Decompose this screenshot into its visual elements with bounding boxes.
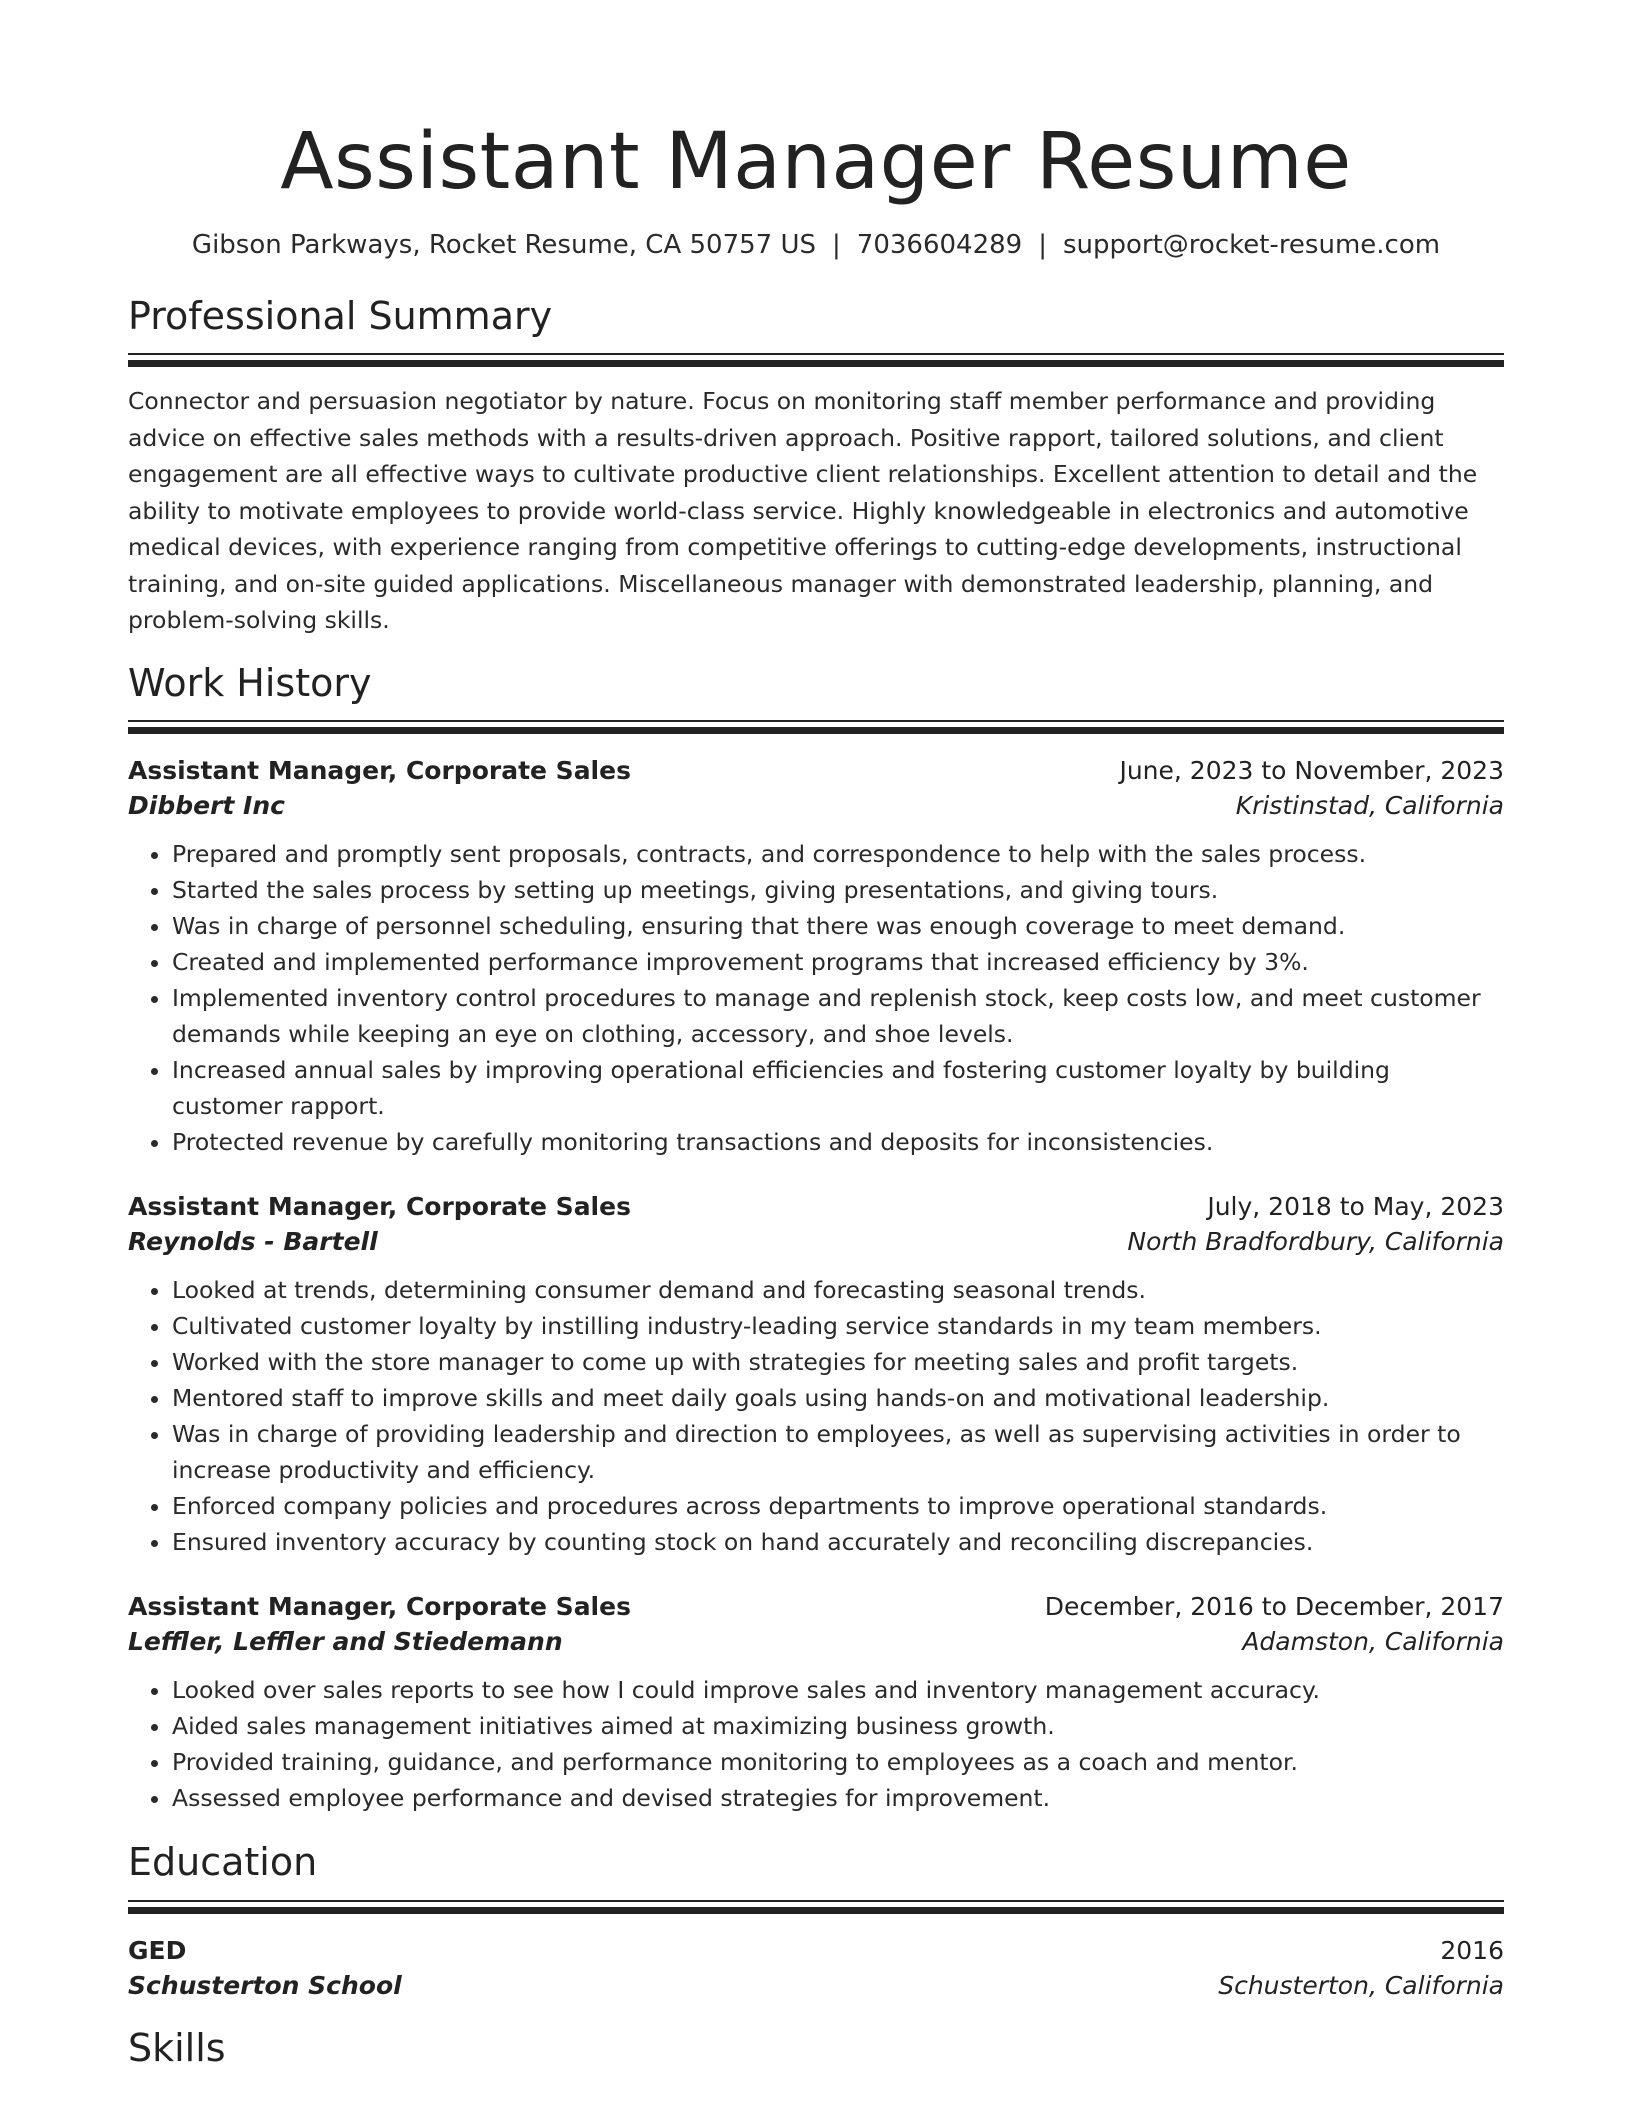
- work-history-heading: Work History: [128, 660, 372, 705]
- job-bullet: • Created and implemented performance improvement programs that increased efficiency by 3%.: [172, 944, 1504, 980]
- summary-section: [128, 294, 1504, 639]
- job-bullet: • Was in charge of providing leadership and direction to employees, as well as supervising activities in order to increase productivity and efficiency.: [172, 1416, 1504, 1488]
- job-title: Assistant Manager, Corporate Sales: [128, 1592, 631, 1622]
- graduation-year: 2016: [1440, 1935, 1504, 1965]
- work-history-section: [128, 661, 1504, 1817]
- section-divider: [128, 353, 1504, 367]
- job-bullets: [128, 1672, 1504, 1816]
- summary-text: Connector and persuasion negotiator by nature. Focus on monitoring staff member performance and providing advice on effective sales methods with a results-driven approach. Positive rapport, tailored solutions, and client engagement are all effective ways to cultivate productive client relationships. Excellent attention to detail and the ability to motivate employees to provide world-class service. Highly knowledgeable in electronics and automotive medical devices, with experience ranging from competitive offerings to cutting-edge developments, instructional training, and on-site guided applications. Miscellaneous manager with demonstrated leadership, planning, and problem-solving skills.: [128, 387, 1478, 635]
- job-bullet: • Assessed employee performance and devised strategies for improvement.: [172, 1780, 1504, 1816]
- contact-line: [128, 230, 1504, 260]
- job-bullet: • Cultivated customer loyalty by instilling industry-leading service standards in my team members.: [172, 1308, 1504, 1344]
- job-bullet: • Ensured inventory accuracy by counting stock on hand accurately and reconciling discrepancies.: [172, 1524, 1504, 1560]
- job-location: Kristinstad, California: [1235, 791, 1504, 821]
- job-bullet: • Increased annual sales by improving operational efficiencies and fostering customer loyalty by building customer rapport.: [172, 1052, 1504, 1124]
- job-header-row: [128, 1192, 1504, 1221]
- school-location: Schusterton, California: [1218, 1970, 1504, 2000]
- contact-address: Gibson Parkways, Rocket Resume, CA 50757 US: [191, 229, 817, 260]
- degree: GED: [128, 1935, 187, 1965]
- education-section: [128, 1840, 1504, 2000]
- job-bullet: • Protected revenue by carefully monitoring transactions and deposits for inconsistencies.: [172, 1124, 1504, 1160]
- section-divider: [128, 720, 1504, 734]
- education-header-row: [128, 1936, 1504, 1965]
- company-name: Dibbert Inc: [128, 791, 285, 821]
- section-divider: [128, 1900, 1504, 1914]
- job-bullets: [128, 836, 1504, 1160]
- job-entry: [128, 1192, 1504, 1560]
- job-location: Adamston, California: [1242, 1627, 1504, 1657]
- job-bullet: • Aided sales management initiatives aimed at maximizing business growth.: [172, 1708, 1504, 1744]
- contact-separator: |: [832, 229, 841, 260]
- job-bullet: • Looked at trends, determining consumer demand and forecasting seasonal trends.: [172, 1272, 1504, 1308]
- job-entry: [128, 756, 1504, 1160]
- job-bullet: • Started the sales process by setting up meetings, giving presentations, and giving tours.: [172, 872, 1504, 908]
- company-name: Reynolds - Bartell: [128, 1227, 378, 1257]
- resume-page: [128, 118, 1504, 2072]
- job-bullet: • Mentored staff to improve skills and meet daily goals using hands-on and motivational leadership.: [172, 1380, 1504, 1416]
- education-school-row: [128, 1971, 1504, 2000]
- contact-email: support@rocket-resume.com: [1062, 229, 1441, 260]
- job-bullet: • Worked with the store manager to come up with strategies for meeting sales and profit targets.: [172, 1344, 1504, 1380]
- job-title: Assistant Manager, Corporate Sales: [128, 1192, 631, 1222]
- job-bullet: • Prepared and promptly sent proposals, contracts, and correspondence to help with the sales process.: [172, 836, 1504, 872]
- resume-title: Assistant Manager Resume: [280, 117, 1352, 207]
- job-entry: [128, 1592, 1504, 1816]
- summary-heading: Professional Summary: [128, 293, 553, 338]
- job-header-row: [128, 756, 1504, 785]
- company-name: Leffler, Leffler and Stiedemann: [128, 1627, 563, 1657]
- job-dates: June, 2023 to November, 2023: [1119, 756, 1504, 786]
- job-dates: July, 2018 to May, 2023: [1207, 1192, 1504, 1222]
- job-bullet: • Looked over sales reports to see how I could improve sales and inventory management accuracy.: [172, 1672, 1504, 1708]
- job-header-row: [128, 1592, 1504, 1621]
- job-bullet: • Provided training, guidance, and performance monitoring to employees as a coach and mentor.: [172, 1744, 1504, 1780]
- job-bullet: • Enforced company policies and procedures across departments to improve operational standards.: [172, 1488, 1504, 1524]
- job-company-row: [128, 1627, 1504, 1656]
- job-company-row: [128, 791, 1504, 820]
- job-location: North Bradfordbury, California: [1127, 1227, 1504, 1257]
- job-company-row: [128, 1227, 1504, 1256]
- school-name: Schusterton School: [128, 1970, 402, 2000]
- education-heading: Education: [128, 1840, 318, 1885]
- job-title: Assistant Manager, Corporate Sales: [128, 756, 631, 786]
- job-bullet: • Implemented inventory control procedures to manage and replenish stock, keep costs low, and meet customer demands while keeping an eye on clothing, accessory, and shoe levels.: [172, 980, 1504, 1052]
- skills-heading: Skills: [128, 2025, 226, 2070]
- skills-section: [128, 2026, 1504, 2072]
- job-bullet: • Was in charge of personnel scheduling, ensuring that there was enough coverage to meet demand.: [172, 908, 1504, 944]
- contact-phone: 7036604289: [856, 229, 1023, 260]
- contact-separator: |: [1038, 229, 1047, 260]
- job-bullets: [128, 1272, 1504, 1560]
- job-dates: December, 2016 to December, 2017: [1044, 1592, 1504, 1622]
